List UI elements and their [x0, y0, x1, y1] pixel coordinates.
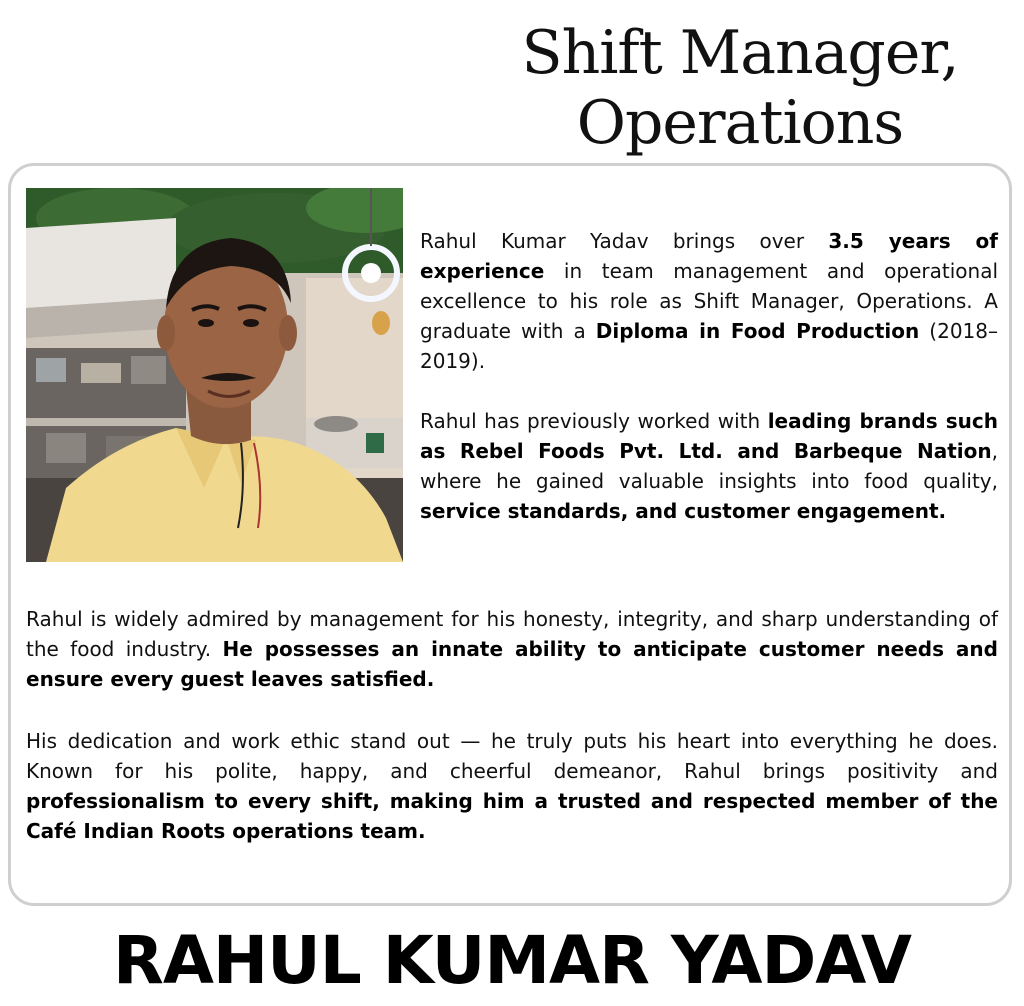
body-section: [26, 604, 998, 846]
page-title: [470, 18, 1010, 158]
intro-section: [420, 226, 998, 526]
intro-paragraph-brands: Rahul has previously worked with leading brands such as Rebel Foods Pvt. Ltd. and Barbeque Nation, where he gained valuable insights into food quality, service standards, and customer engagement.: [420, 409, 998, 523]
intro-paragraph-experience: Rahul Kumar Yadav brings over 3.5 years of experience in team management and operational excellence to his role as Shift Manager, Operations. A graduate with a Diploma in Food Production (2018–2019).: [420, 229, 998, 373]
highlight-brands: leading brands such as Rebel Foods Pvt. Ltd. and Barbeque Nation: [420, 409, 998, 463]
title-line-1: Shift Manager,: [521, 18, 959, 88]
title-line-2: Operations: [576, 88, 904, 158]
profile-photo: [26, 188, 403, 562]
highlight-ability: He possesses an innate ability to anticipate customer needs and ensure every guest leaves satisfied.: [26, 637, 998, 691]
body-paragraph-admired: Rahul is widely admired by management for his honesty, integrity, and sharp understanding of the food industry. He possesses an innate ability to anticipate customer needs and ensure every guest leaves satisfied.: [26, 607, 998, 691]
highlight-experience: 3.5 years of experience: [420, 229, 998, 283]
highlight-professionalism: professionalism to every shift, making him a trusted and respected member of the Café Indian Roots operations team.: [26, 789, 998, 843]
highlight-service: service standards, and customer engagement.: [420, 499, 947, 523]
person-name: RAHUL KUMAR YADAV: [113, 922, 911, 999]
highlight-diploma: Diploma in Food Production: [595, 319, 920, 343]
body-paragraph-dedication: His dedication and work ethic stand out — he truly puts his heart into everything he does. Known for his polite, happy, and cheerful demeanor, Rahul brings positivity and professionalism to every shift, making him a trusted and respected member of the Café Indian Roots operations team.: [26, 729, 998, 843]
